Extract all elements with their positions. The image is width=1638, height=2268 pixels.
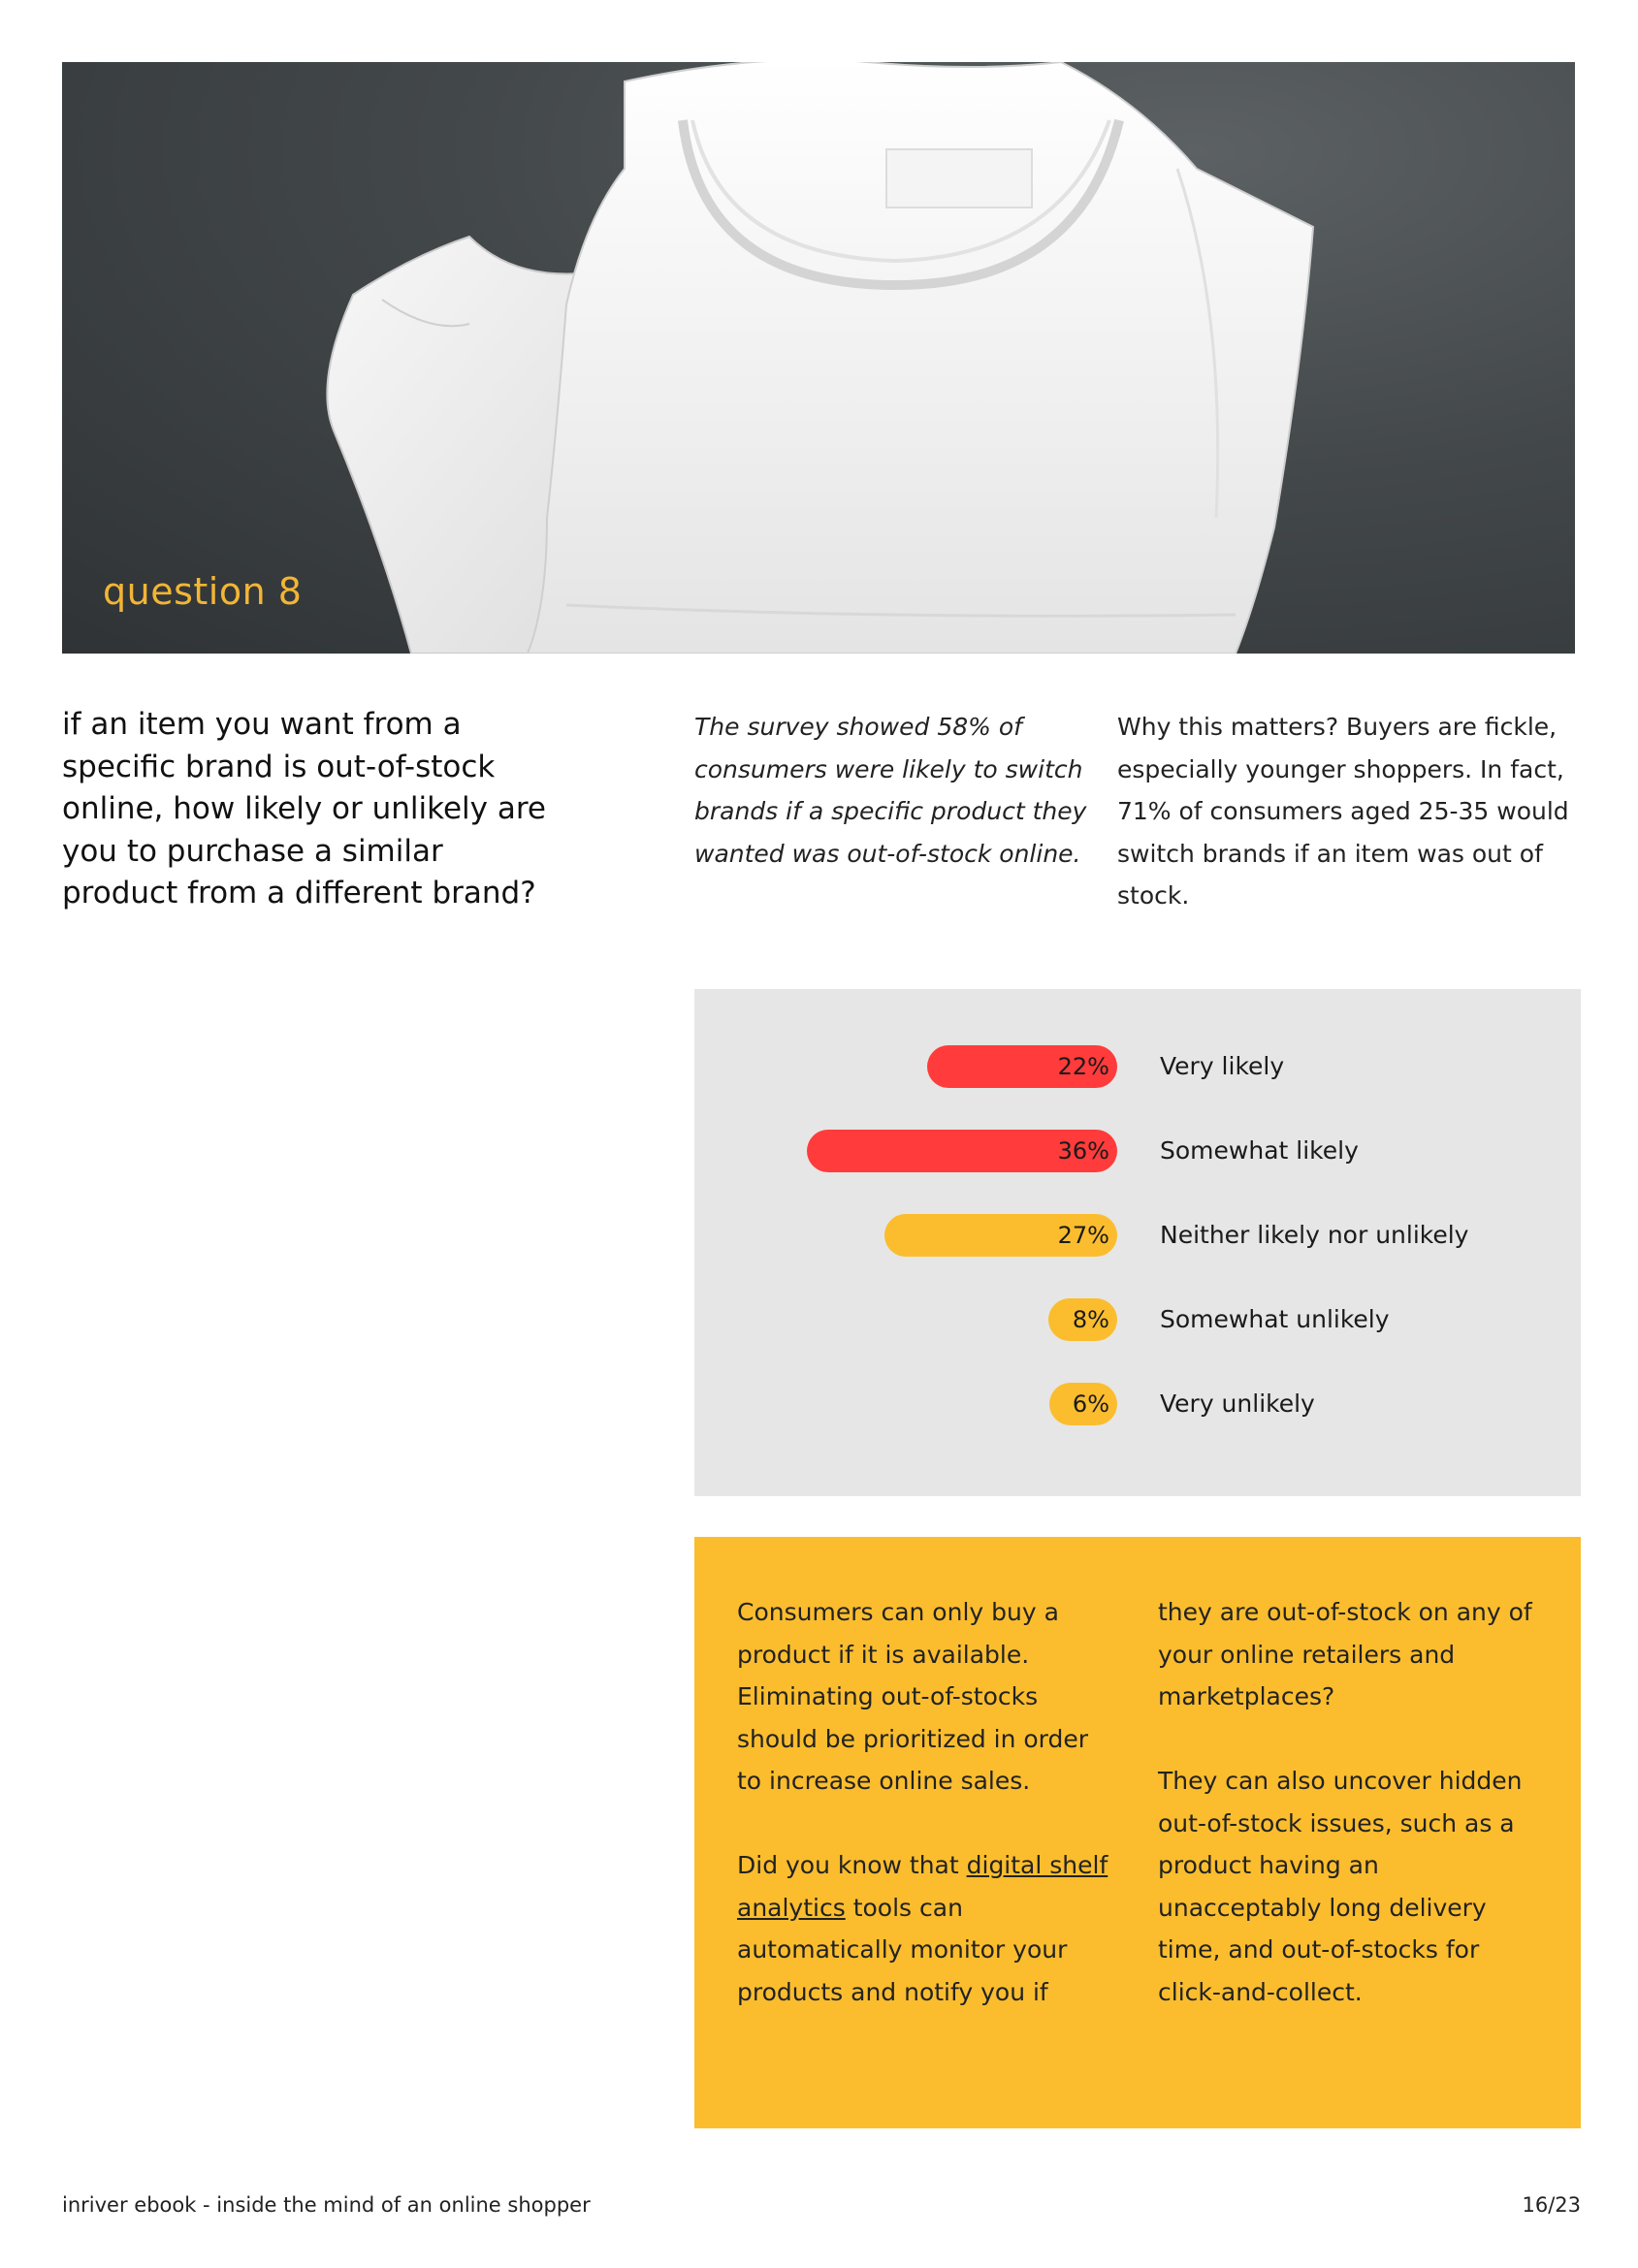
why-this-matters-text: Why this matters? Buyers are fickle, especially younger shoppers. In fact, 71% of consumers aged 25-35 would switch brands if an item was out of stock. <box>1117 713 1569 910</box>
chart-bar: 8% <box>1048 1298 1117 1341</box>
chart-category-label: Somewhat likely <box>1160 1136 1359 1165</box>
chart-category-label: Neither likely nor unlikely <box>1160 1221 1469 1249</box>
callout-paragraph: They can also uncover hidden out-of-stock issues, such as a product having an unacceptably long delivery time, and out-of-stocks for click-and-collect. <box>1158 1767 1523 2006</box>
survey-intro-text: The survey showed 58% of consumers were likely to switch brands if a specific product they wanted was out-of-stock online. <box>694 713 1087 868</box>
chart-row <box>694 1214 1581 1257</box>
out-of-stock-callout <box>694 1537 1581 2128</box>
chart-row <box>694 1298 1581 1341</box>
footer-ebook-title: inriver ebook - inside the mind of an online shopper <box>62 2193 591 2217</box>
question-number-label: question 8 <box>103 570 303 613</box>
callout-paragraph: they are out-of-stock on any of your online retailers and marketplaces? <box>1158 1598 1532 1710</box>
chart-bar: 6% <box>1049 1383 1117 1425</box>
hero-image <box>62 62 1575 654</box>
callout-paragraph: Consumers can only buy a product if it is available. Eliminating out-of-stocks should be prioritized in order to increase online sales. <box>737 1598 1089 1795</box>
callout-column-2 <box>1158 1591 1536 2056</box>
chart-category-label: Very unlikely <box>1160 1390 1315 1418</box>
chart-category-label: Very likely <box>1160 1052 1285 1080</box>
question-text: if an item you want from a specific brand is out-of-stock online, how likely or unlikely are you to purchase a similar product from a different brand? <box>62 707 546 910</box>
callout-column-1 <box>737 1591 1115 2056</box>
digital-shelf-analytics-link[interactable]: digital shelf analytics <box>737 1851 1108 1922</box>
chart-row <box>694 1130 1581 1172</box>
chart-row <box>694 1383 1581 1425</box>
chart-category-label: Somewhat unlikely <box>1160 1305 1390 1333</box>
likelihood-bar-chart <box>694 989 1581 1496</box>
chart-bar: 22% <box>927 1045 1117 1088</box>
chart-row <box>694 1045 1581 1088</box>
callout-paragraph <box>737 1844 1115 2013</box>
page-number: 16/23 <box>1522 2193 1581 2217</box>
chart-bar: 36% <box>807 1130 1117 1172</box>
callout-text: Did you know that <box>737 1851 967 1879</box>
chart-bar: 27% <box>884 1214 1117 1257</box>
callout-text: tools can automatically monitor your products and notify you if <box>737 1893 1068 2006</box>
tshirt-illustration <box>62 62 1575 654</box>
